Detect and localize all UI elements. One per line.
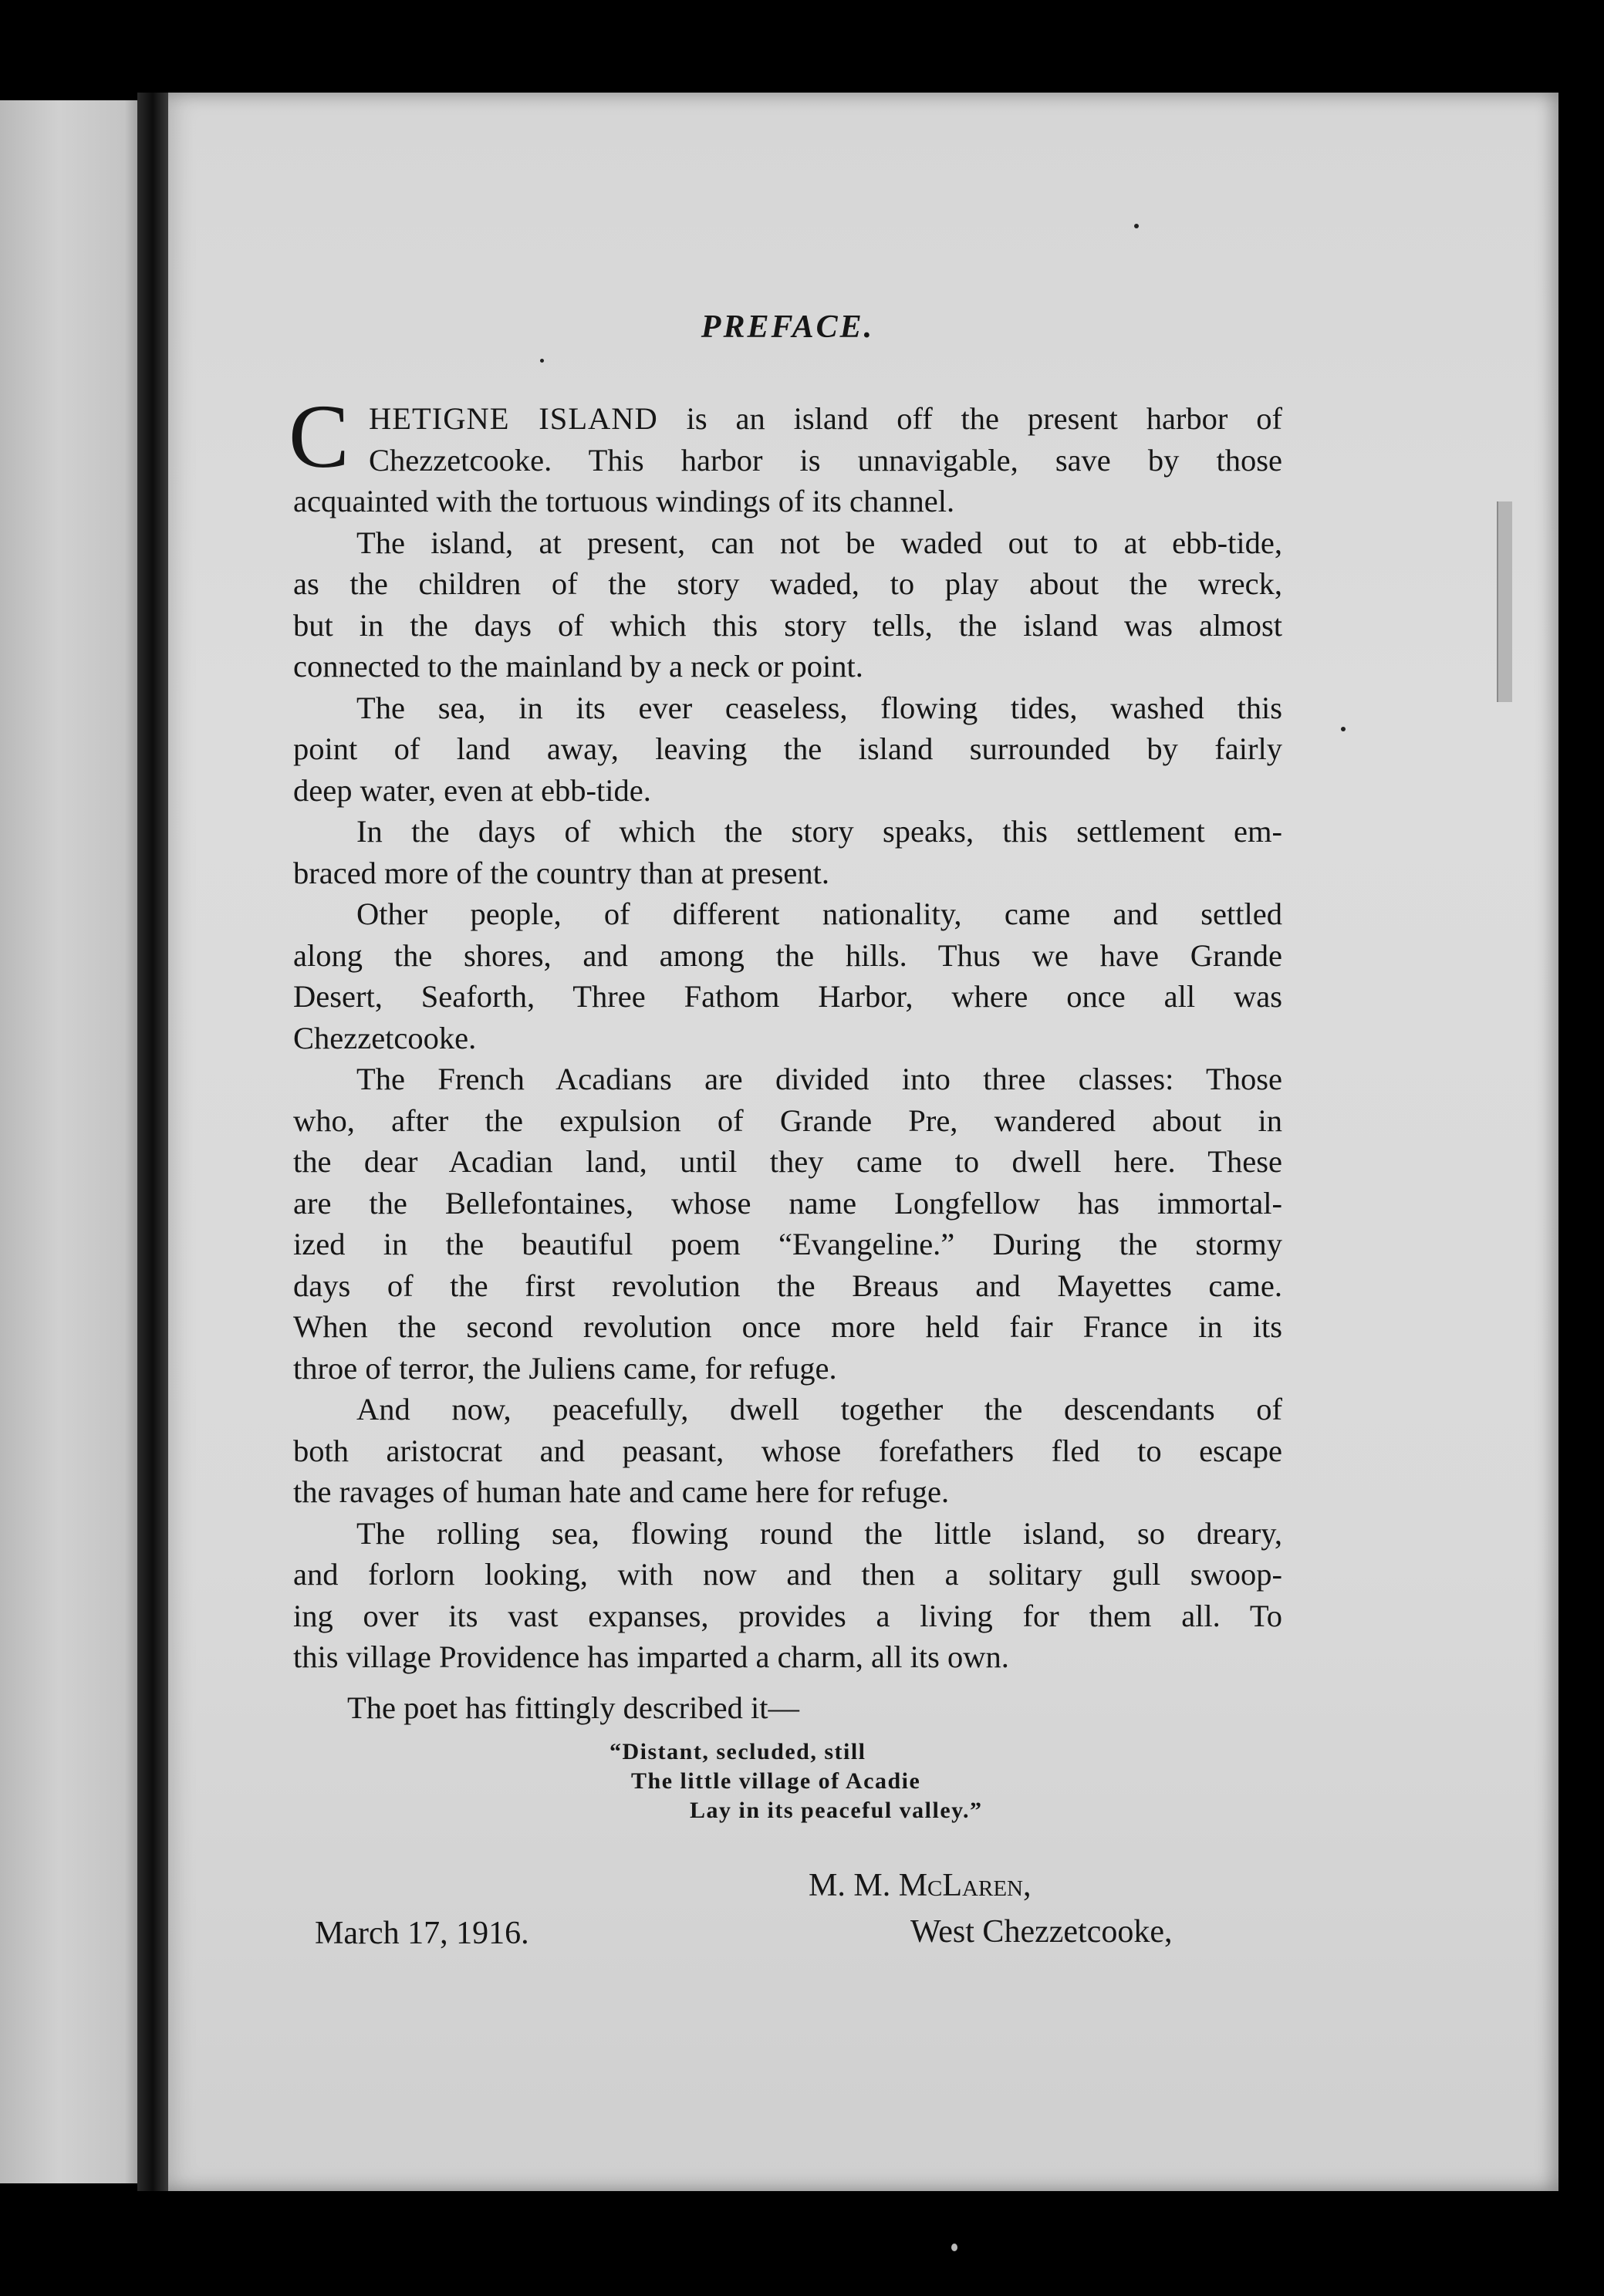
book-gutter xyxy=(137,93,168,2191)
author-name: M. M. McLaren, xyxy=(809,1868,1032,1903)
paragraph-line: point of land away, leaving the island surrounded by fairly xyxy=(293,731,1282,766)
signature-block xyxy=(293,1867,1282,1960)
paragraph-line: this village Providence has imparted a charm, all its own. xyxy=(293,1639,1009,1674)
preface-date: March 17, 1916. xyxy=(315,1916,529,1951)
paragraph-line: days of the first revolution the Breaus and Mayettes came. xyxy=(293,1268,1282,1303)
lead-words: HETIGNE ISLAND xyxy=(369,401,658,436)
paragraph-line: ized in the beautiful poem “Evangeline.” During the stormy xyxy=(293,1227,1282,1261)
paragraph-line: The French Acadians are divided into three classes: Those xyxy=(356,1062,1282,1096)
paragraph-line: throe of terror, the Juliens came, for refuge. xyxy=(293,1350,837,1386)
paragraph-line: are the Bellefontaines, whose name Longfellow has immortal- xyxy=(293,1185,1282,1221)
paragraph-line: connected to the mainland by a neck or point. xyxy=(293,649,863,684)
paragraph-line: The sea, in its ever ceaseless, flowing tides, washed this xyxy=(356,690,1282,725)
paragraph-line: Desert, Seaforth, Three Fathom Harbor, where once all was xyxy=(293,979,1282,1014)
author-place: West Chezzetcooke, xyxy=(910,1914,1173,1950)
verse-lead-in: The poet has fittingly described it— xyxy=(347,1690,799,1725)
preface-body xyxy=(289,386,1282,1728)
scan-speck xyxy=(1341,727,1346,731)
paragraph-line: as the children of the story waded, to play about the wreck, xyxy=(293,566,1282,601)
scan-speck xyxy=(951,2244,957,2251)
paragraph-line: and forlorn looking, with now and then a solitary gull swoop- xyxy=(293,1557,1282,1592)
paragraph-line: Chezzetcooke. xyxy=(293,1020,477,1055)
verse-line: The little village of Acadie xyxy=(631,1768,921,1794)
paragraph-line: ing over its vast expanses, provides a living for them all. To xyxy=(293,1598,1282,1633)
paragraph-line: the ravages of human hate and came here for refuge. xyxy=(293,1474,950,1509)
paragraph-line: The island, at present, can not be waded out to at ebb-tide, xyxy=(356,525,1282,560)
facing-page-edge xyxy=(0,100,147,2183)
paragraph-line: deep water, even at ebb-tide. xyxy=(293,772,651,808)
verse-line: “Distant, secluded, still xyxy=(610,1739,866,1764)
paragraph-line: Chezzetcooke. This harbor is unnavigable, save by those xyxy=(369,442,1282,478)
paragraph-line: The rolling sea, flowing round the little island, so dreary, xyxy=(356,1515,1282,1551)
scan-speck xyxy=(1134,224,1139,228)
paragraph-line: who, after the expulsion of Grande Pre, wandered about in xyxy=(293,1102,1282,1138)
paragraph-line: In the days of which the story speaks, this settlement em- xyxy=(356,814,1282,849)
paragraph-line: braced more of the country than at present. xyxy=(293,855,829,890)
lead-rest: is an island off the present harbor of xyxy=(657,401,1282,436)
paragraph-line: acquainted with the tortuous windings of its channel. xyxy=(293,484,955,518)
drop-cap: C xyxy=(289,386,350,487)
page-title: PREFACE. xyxy=(701,309,875,345)
paragraph-line: along the shores, and among the hills. Thus we have Grande xyxy=(293,937,1282,973)
paragraph-line: but in the days of which this story tells, the island was almost xyxy=(293,607,1282,643)
verse-line: Lay in its peaceful valley.” xyxy=(690,1798,983,1823)
paragraph-line: both aristocrat and peasant, whose forefathers fled to escape xyxy=(293,1433,1282,1468)
paragraph-line: the dear Acadian land, until they came to dwell here. These xyxy=(293,1144,1282,1179)
paragraph-line: And now, peacefully, dwell together the descendants of xyxy=(356,1392,1282,1427)
page-fold-mark xyxy=(1497,501,1512,702)
verse-quote xyxy=(293,1737,1282,1825)
preface-text xyxy=(289,309,1282,1960)
paragraph-line: When the second revolution once more held fair France in its xyxy=(293,1309,1282,1344)
paragraph-line: Other people, of different nationality, came and settled xyxy=(356,896,1282,931)
